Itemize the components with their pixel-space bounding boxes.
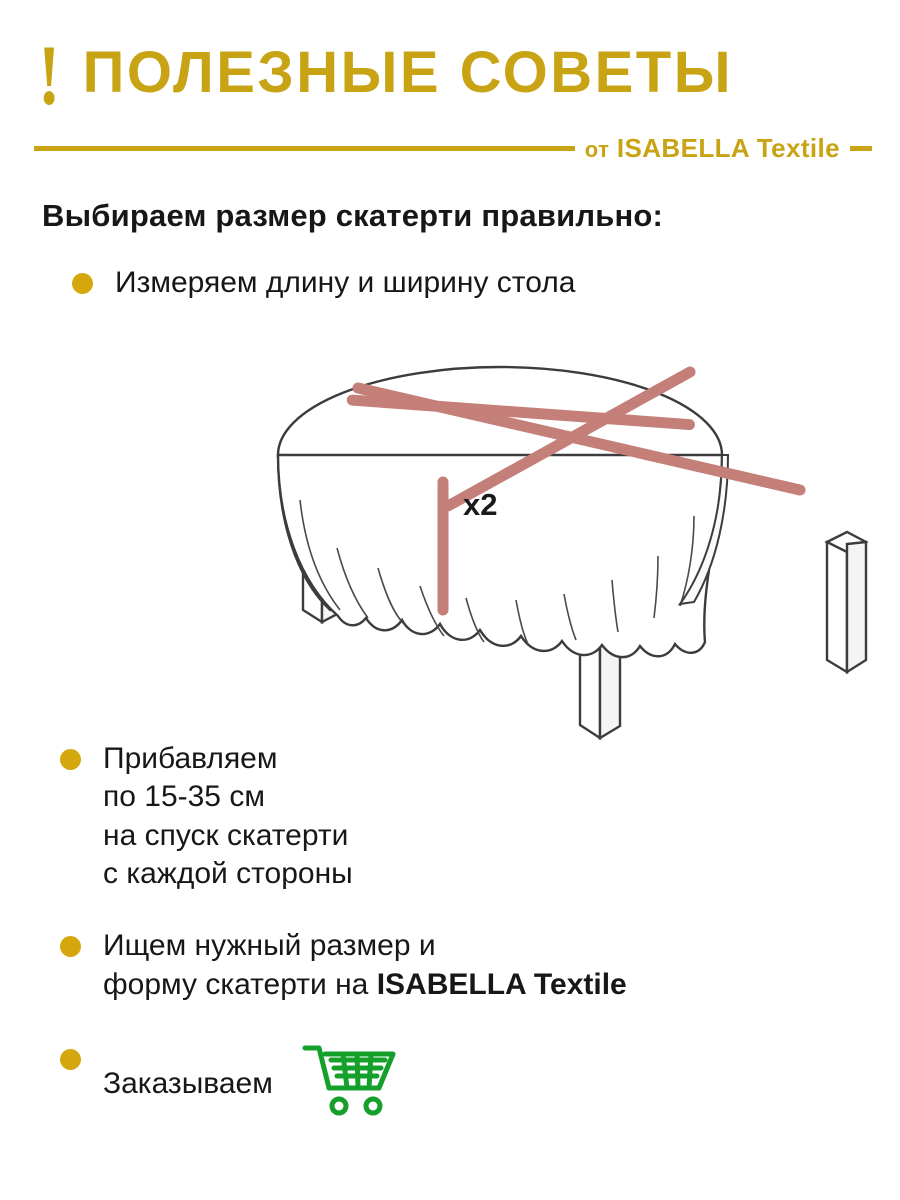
page-title: ПОЛЕЗНЫЕ СОВЕТЫ bbox=[82, 40, 734, 105]
list-item bbox=[60, 1040, 900, 1128]
list-item-line: по 15-35 см bbox=[103, 780, 265, 814]
oval-table-with-tablecloth-diagram bbox=[0, 310, 900, 740]
bullet-dot-icon bbox=[72, 273, 93, 294]
list-item-text: Заказываем bbox=[103, 1067, 273, 1101]
brand-name-inline: ISABELLA Textile bbox=[376, 967, 627, 1001]
shopping-cart-icon bbox=[301, 1040, 397, 1128]
exclamation-icon: ! bbox=[38, 27, 59, 123]
list-item bbox=[72, 264, 900, 302]
list-item-line: Прибавляем bbox=[103, 741, 278, 775]
multiplier-label: x2 bbox=[463, 486, 498, 522]
divider-right bbox=[850, 146, 872, 151]
divider-left bbox=[34, 146, 575, 151]
section-heading: Выбираем размер скатерти правильно: bbox=[42, 197, 664, 233]
brand-byline-row bbox=[28, 133, 872, 164]
bullet-dot-icon bbox=[60, 749, 81, 770]
illustration-container bbox=[0, 310, 900, 740]
list-item bbox=[60, 927, 900, 1004]
list-item-label: Измеряем длину и ширину стола bbox=[115, 265, 576, 299]
list-item-line: Ищем нужный размер и bbox=[103, 929, 436, 963]
brand-byline bbox=[585, 133, 840, 164]
list-item-line: на спуск скатерти bbox=[103, 818, 349, 852]
header-title-row bbox=[28, 27, 872, 123]
tablecloth-skirt bbox=[278, 455, 722, 657]
header bbox=[0, 0, 900, 164]
list-item-line-prefix: форму скатерти на bbox=[103, 967, 377, 1001]
list-item-label bbox=[103, 1040, 397, 1128]
byline-prefix: от bbox=[584, 136, 610, 162]
bullet-dot-icon bbox=[60, 936, 81, 957]
list-item bbox=[60, 740, 900, 894]
brand-name: ISABELLA Textile bbox=[616, 132, 840, 163]
list-item-line: с каждой стороны bbox=[103, 857, 353, 891]
list-item-label bbox=[103, 740, 353, 894]
bullet-dot-icon bbox=[60, 1049, 81, 1070]
list-item-label bbox=[103, 927, 627, 1004]
list-item-line bbox=[103, 966, 627, 1004]
